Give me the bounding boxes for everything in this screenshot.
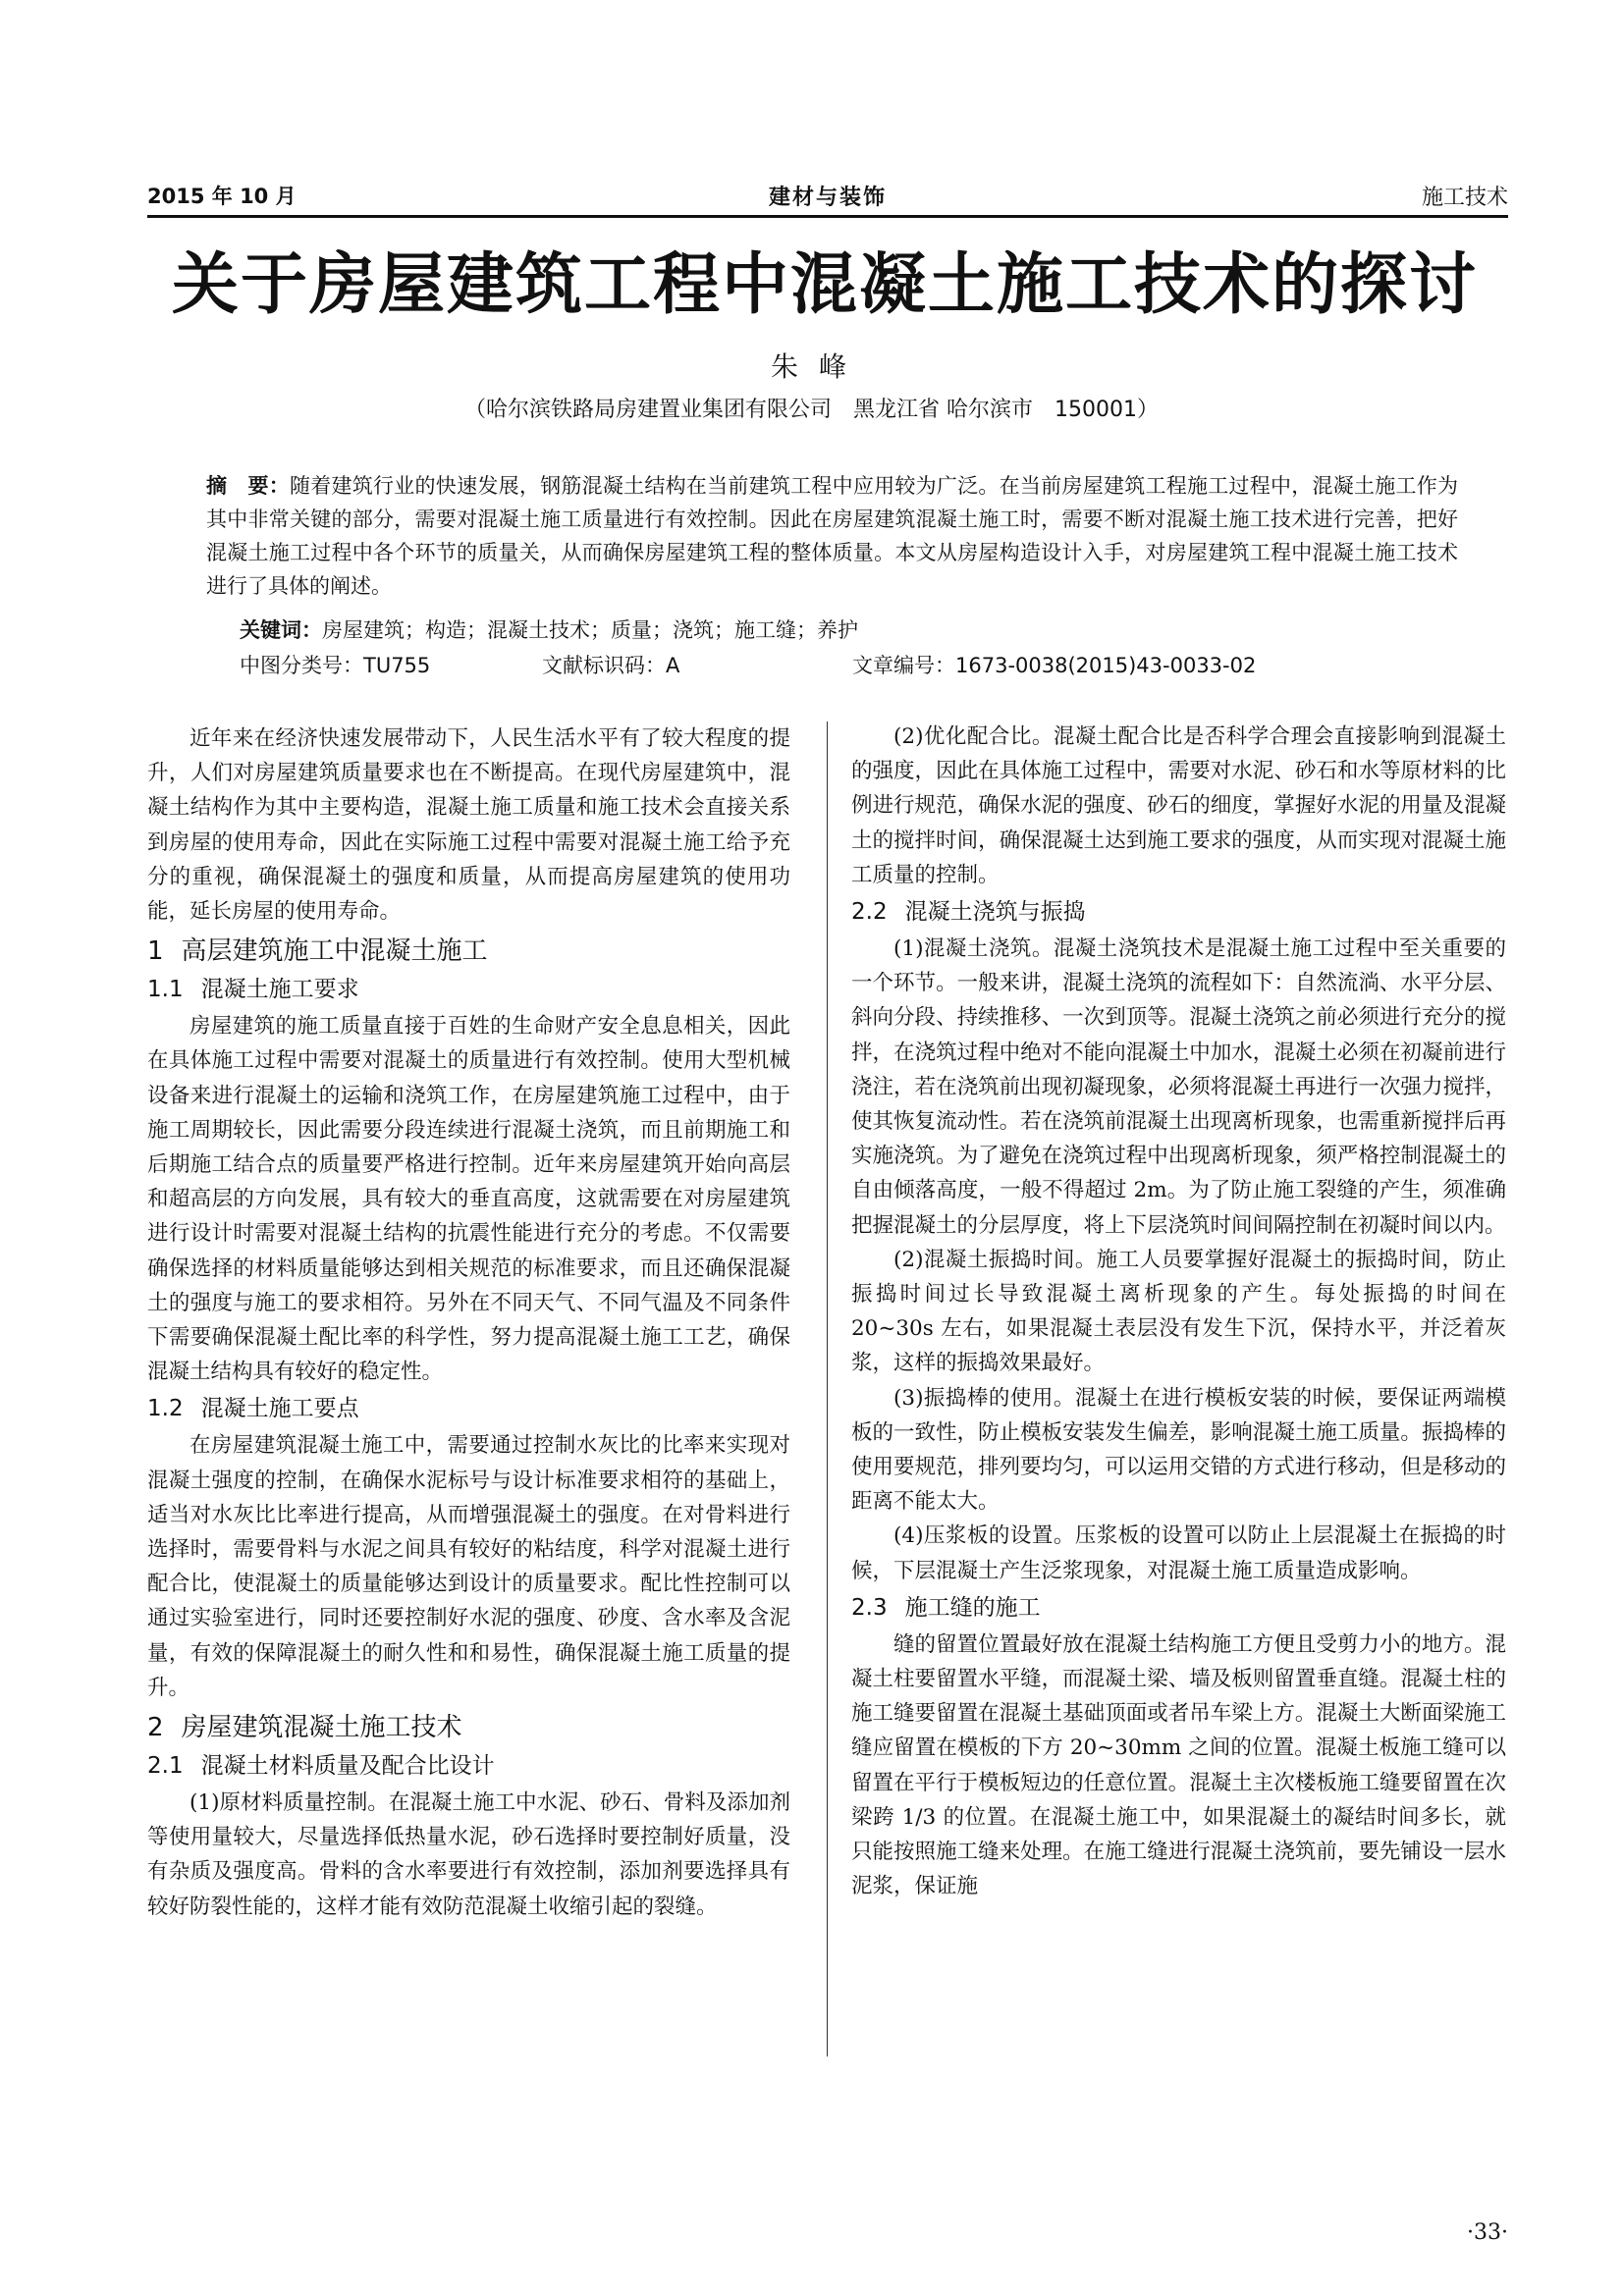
subsection-title: 混凝土施工要点 xyxy=(200,1396,359,1422)
subsection-number: 1.2 xyxy=(147,1396,184,1422)
body-paragraph: (2)混凝土振捣时间。施工人员要掌握好混凝土的振捣时间，防止振捣时间过长导致混凝土离析现象的产生。每处振捣的时间在 20~30s 左右，如果混凝土表层没有发生下沉，保持水平，并泛着灰浆，这样的振捣效果最好。 xyxy=(851,1247,1506,1376)
section-heading-1 xyxy=(147,933,790,970)
header-date: 2015 年 10 月 xyxy=(147,185,297,208)
subsection-title: 施工缝的施工 xyxy=(904,1594,1041,1621)
subsection-heading-2-3 xyxy=(851,1590,1506,1626)
subsection-number: 1.1 xyxy=(147,977,184,1003)
intro-paragraph: 近年来在经济快速发展带动下，人民生活水平有了较大程度的提升，人们对房屋建筑质量要求也在不断提高。在现代房屋建筑中，混凝土结构作为其中主要构造，混凝土施工质量和施工技术会直接关系到房屋的使用寿命，因此在实际施工过程中需要对混凝土施工给予充分的重视，确保混凝土的强度和质量，从而提高房屋建筑的使用功能，延长房屋的使用寿命。 xyxy=(147,726,790,925)
body-paragraph: (4)压浆板的设置。压浆板的设置可以防止上层混凝土在振捣的时候，下层混凝土产生泛浆现象，对混凝土施工质量造成影响。 xyxy=(851,1523,1506,1583)
classification-line xyxy=(240,650,1467,679)
body-paragraph: 在房屋建筑混凝土施工中，需要通过控制水灰比的比率来实现对混凝土强度的控制，在确保水泥标号与设计标准要求相符的基础上，适当对水灰比比率进行提高，从而增强混凝土的强度。在对骨料进行选择时，需要骨料与水泥之间具有较好的粘结度，科学对混凝土进行配合比，使混凝土的质量能够达到设计的质量要求。配比性控制可以通过实验室进行，同时还要控制好水泥的强度、砂度、含水率及含泥量，有效的保障混凝土的耐久性和和易性，确保混凝土施工质量的提升。 xyxy=(147,1433,790,1700)
column-divider xyxy=(827,721,828,2056)
clc-number: 中图分类号：TU755 xyxy=(240,654,431,677)
body-paragraph: (3)振捣棒的使用。混凝土在进行模板安装的时候，要保证两端模板的一致性，防止模板安装发生偏差，影响混凝土施工质量。振捣棒的使用要规范，排列要均匀，可以运用交错的方式进行移动，但是移动的距离不能太大。 xyxy=(851,1385,1506,1515)
section-number: 1 xyxy=(147,936,164,967)
document-code: 文献标识码：A xyxy=(542,654,680,677)
abstract-text: 随着建筑行业的快速发展，钢筋混凝土结构在当前建筑工程中应用较为广泛。在当前房屋建筑工程施工过程中，混凝土施工作为其中非常关键的部分，需要对混凝土施工质量进行有效控制。因此在房屋建筑混凝土施工时，需要不断对混凝土施工技术进行完善，把好混凝土施工过程中各个环节的质量关，从而确保房屋建筑工程的整体质量。本文从房屋构造设计入手，对房屋建筑工程中混凝土施工技术进行了具体的阐述。 xyxy=(206,474,1459,598)
subsection-heading-2-1 xyxy=(147,1748,790,1784)
body-paragraph: 房屋建筑的施工质量直接于百姓的生命财产安全息息相关，因此在具体施工过程中需要对混凝土的质量进行有效控制。使用大型机械设备来进行混凝土的运输和浇筑工作，在房屋建筑施工过程中，由于施工周期较长，因此需要分段连续进行混凝土浇筑，而且前期施工和后期施工结合点的质量要严格进行控制。近年来房屋建筑开始向高层和超高层的方向发展，具有较大的垂直高度，这就需要在对房屋建筑进行设计时需要对混凝土结构的抗震性能进行充分的考虑。不仅需要确保选择的材料质量能够达到相关规范的标准要求，而且还确保混凝土的强度与施工的要求相符。另外在不同天气、不同气温及不同条件下需要确保混凝土配比率的科学性，努力提高混凝土施工工艺，确保混凝土结构具有较好的稳定性。 xyxy=(147,1014,790,1385)
body-paragraph: (2)优化配合比。混凝土配合比是否科学合理会直接影响到混凝土的强度，因此在具体施工过程中，需要对水泥、砂石和水等原材料的比例进行规范，确保水泥的强度、砂石的细度，掌握好水泥的用量及混凝土的搅拌时间，确保混凝土达到施工要求的强度，从而实现对混凝土施工质量的控制。 xyxy=(851,724,1506,887)
header-section: 施工技术 xyxy=(1421,186,1508,210)
page-number: ·33· xyxy=(1467,2220,1508,2245)
abstract-label: 摘 要： xyxy=(206,474,291,498)
section-heading-2 xyxy=(147,1709,790,1746)
running-header xyxy=(147,177,1508,216)
header-journal: 建材与装饰 xyxy=(768,186,887,210)
keywords xyxy=(240,614,858,644)
body-paragraph: 缝的留置位置最好放在混凝土结构施工方便且受剪力小的地方。混凝土柱要留置水平缝，而混凝土梁、墙及板则留置垂直缝。混凝土柱的施工缝要留置在混凝土基础顶面或者吊车梁上方。混凝土大断面梁施工缝应留置在模板的下方 20~30mm 之间的位置。混凝土板施工缝可以留置在平行于模板短边的任意位置。混凝土主次楼板施工缝要留置在次梁跨 1/3 的位置。在混凝土施工中，如果混凝土的凝结时间多长，就只能按照施工缝来处理。在施工缝进行混凝土浇筑前，要先铺设一层水泥浆，保证施 xyxy=(851,1631,1506,1899)
section-title: 房屋建筑混凝土施工技术 xyxy=(181,1713,462,1743)
left-column xyxy=(147,721,790,1924)
section-title: 高层建筑施工中混凝土施工 xyxy=(181,936,488,967)
keywords-label: 关键词： xyxy=(240,618,322,642)
section-number: 2 xyxy=(147,1713,164,1743)
subsection-number: 2.3 xyxy=(851,1594,888,1621)
paper-title: 关于房屋建筑工程中混凝土施工技术的探讨 xyxy=(171,245,1478,324)
header-rule xyxy=(147,215,1508,218)
right-column xyxy=(851,720,1506,1904)
subsection-number: 2.1 xyxy=(147,1753,184,1780)
affiliation: （哈尔滨铁路局房建置业集团有限公司 黑龙江省 哈尔滨市 150001） xyxy=(464,398,1159,422)
body-paragraph: (1)原材料质量控制。在混凝土施工中水泥、砂石、骨料及添加剂等使用量较大，尽量选择低热量水泥，砂石选择时要控制好质量，没有杂质及强度高。骨料的含水率要进行有效控制，添加剂要选择具有较好防裂性能的，这样才能有效防范混凝土收缩引起的裂缝。 xyxy=(147,1790,790,1919)
author: 朱 峰 xyxy=(771,350,852,383)
subsection-number: 2.2 xyxy=(851,899,888,926)
subsection-title: 混凝土材料质量及配合比设计 xyxy=(200,1753,495,1780)
subsection-heading-2-2 xyxy=(851,894,1506,930)
subsection-title: 混凝土施工要求 xyxy=(200,977,359,1003)
article-number: 文章编号：1673-0038(2015)43-0033-02 xyxy=(852,654,1257,677)
body-paragraph: (1)混凝土浇筑。混凝土浇筑技术是混凝土施工过程中至关重要的一个环节。一般来讲，混凝土浇筑的流程如下：自然流淌、水平分层、斜向分段、持续推移、一次到顶等。混凝土浇筑之前必须进行充分的搅拌，在浇筑过程中绝对不能向混凝土中加水，混凝土必须在初凝前进行浇注，若在浇筑前出现初凝现象，必须将混凝土再进行一次强力搅拌，使其恢复流动性。若在浇筑前混凝土出现离析现象，也需重新搅拌后再实施浇筑。为了避免在浇筑过程中出现离析现象，须严格控制混凝土的自由倾落高度，一般不得超过 2m。为了防止施工裂缝的产生，须准确把握混凝土的分层厚度，将上下层浇筑时间间隔控制在初凝时间以内。 xyxy=(851,936,1506,1238)
keywords-text: 房屋建筑；构造；混凝土技术；质量；浇筑；施工缝；养护 xyxy=(322,618,858,642)
subsection-heading-1-2 xyxy=(147,1391,790,1426)
subsection-heading-1-1 xyxy=(147,972,790,1007)
abstract xyxy=(206,469,1458,603)
subsection-title: 混凝土浇筑与振捣 xyxy=(904,899,1086,926)
